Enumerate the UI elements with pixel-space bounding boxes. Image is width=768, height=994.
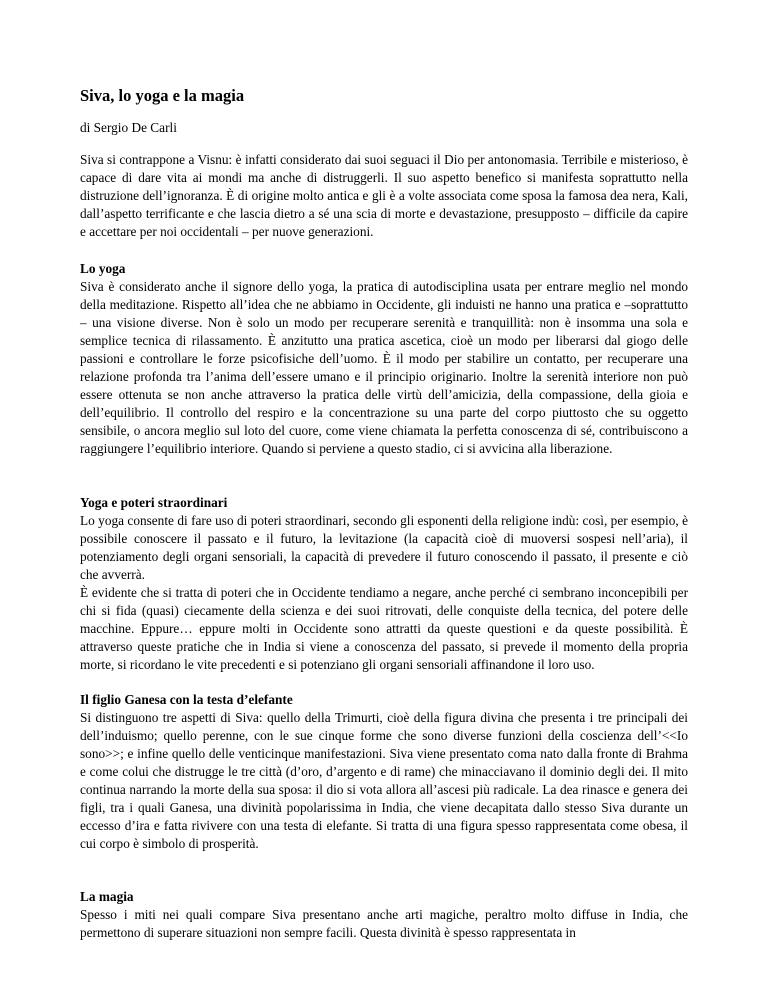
section-text: Spesso i miti nei quali compare Siva presentano anche arti magiche, peraltro molto diffuse in India, che permettono di superare situazioni non sempre facili. Questa divinità è spesso rappresentata in bbox=[80, 907, 688, 941]
section-text-continued: È evidente che si tratta di poteri che in Occidente tendiamo a negare, anche perché ci sembrano inconcepibili per chi si fida (quasi) ciecamente della scienza e dei suoi ritrovati, delle conquiste della tecnica, del potere delle macchine. Eppure… eppure molti in Occidente sono attratti da queste questioni e da queste possibilità. È attraverso queste pratiche che in India si viene a conoscenza del passato, si prevede il momento della propria morte, si ricordano le vite precedenti e si potenziano gli organi sensoriali affinandone il loro uso. bbox=[80, 585, 688, 673]
section-text: Si distinguono tre aspetti di Siva: quello della Trimurti, cioè della figura divina che presenta i tre principali dei dell’induismo; quello perenne, con le sue cinque forme che sono diverse funzioni della coscienza dell’<<Io sono>>; e infine quello delle venticinque manifestazioni. Siva viene presentato coma nato dalla fronte di Brahma e come colui che distrugge le tre città (d’oro, d’argento e di rame) che minacciavano il dominio degli dei. Il mito continua narrando la morte della sua sposa: il dio si vota allora all’ascesi più radicale. La dea rinasce e genera dei figli, tra i quali Ganesa, una divinità popolarissima in India, che viene decapitata dallo stesso Siva durante un eccesso d’ira e fatta rivivere con una testa di elefante. Si tratta di una figura spesso rappresentata come obesa, il cui corpo è simbolo di prosperità. bbox=[80, 710, 688, 852]
section-lo-yoga bbox=[80, 260, 688, 459]
section-yoga-poteri bbox=[80, 494, 688, 674]
section-heading: Lo yoga bbox=[80, 261, 126, 276]
section-text: Siva è considerato anche il signore dello yoga, la pratica di autodisciplina usata per entrare meglio nel mondo della meditazione. Rispetto all’idea che ne abbiamo in Occidente, gli induisti ne hanno una pratica e –soprattutto – una visione diverse. Non è solo un modo per recuperare serenità e tranquillità: non è insomma una sola e semplice tecnica di rilassamento. È anzitutto una pratica ascetica, cioè un modo per liberarsi dal giogo delle passioni e controllare le forze psicofisiche dell’uomo. È il modo per stabilire un contatto, per recuperare una relazione profonda tra l’anima dell’essere umano e il principio originario. Inoltre la serenità interiore non può essere ottenuta se non anche attraverso la pratica delle virtù dell’amicizia, della compassione, della gioia e dell’equilibrio. Il controllo del respiro e la concentrazione su una parte del corpo piuttosto che su oggetto sensibile, o ancora meglio sul loto del cuore, come viene chiamata la perfetta conoscenza di sé, contribuiscono a raggiungere l’equilibrio interiore. Quando si perviene a questo stadio, ci si avvicina alla liberazione. bbox=[80, 279, 688, 457]
section-text: Lo yoga consente di fare uso di poteri straordinari, secondo gli esponenti della religione indù: così, per esempio, è possibile conoscere il passato e il futuro, la levitazione (la capacità cioè di muoversi sospesi nell’aria), il potenziamento degli organi sensoriali, la capacità di prevedere il futuro conoscendo il passato, il presente e ciò che avverrà. bbox=[80, 513, 688, 583]
section-ganesa bbox=[80, 691, 688, 853]
intro-paragraph: Siva si contrappone a Visnu: è infatti considerato dai suoi seguaci il Dio per antonomasia. Terribile e misterioso, è capace di dare vita ai mondi ma anche di distruggerli. Il suo aspetto benefico si manifesta soprattutto nella distruzione dell’ignoranza. È di origine molto antica e gli è a volte associata come sposa la famosa dea nera, Kali, dall’aspetto terrificante e che lascia dietro a sé una scia di morte e devastazione, presupposto – difficile da capire e accettare per noi occidentali – per nuove generazioni. bbox=[80, 152, 688, 240]
document-title: Siva, lo yoga e la magia bbox=[80, 86, 245, 105]
section-heading: Il figlio Ganesa con la testa d’elefante bbox=[80, 692, 293, 707]
section-la-magia bbox=[80, 888, 688, 942]
section-heading: La magia bbox=[80, 889, 134, 904]
section-heading: Yoga e poteri straordinari bbox=[80, 495, 228, 510]
document-author: di Sergio De Carli bbox=[80, 120, 177, 135]
